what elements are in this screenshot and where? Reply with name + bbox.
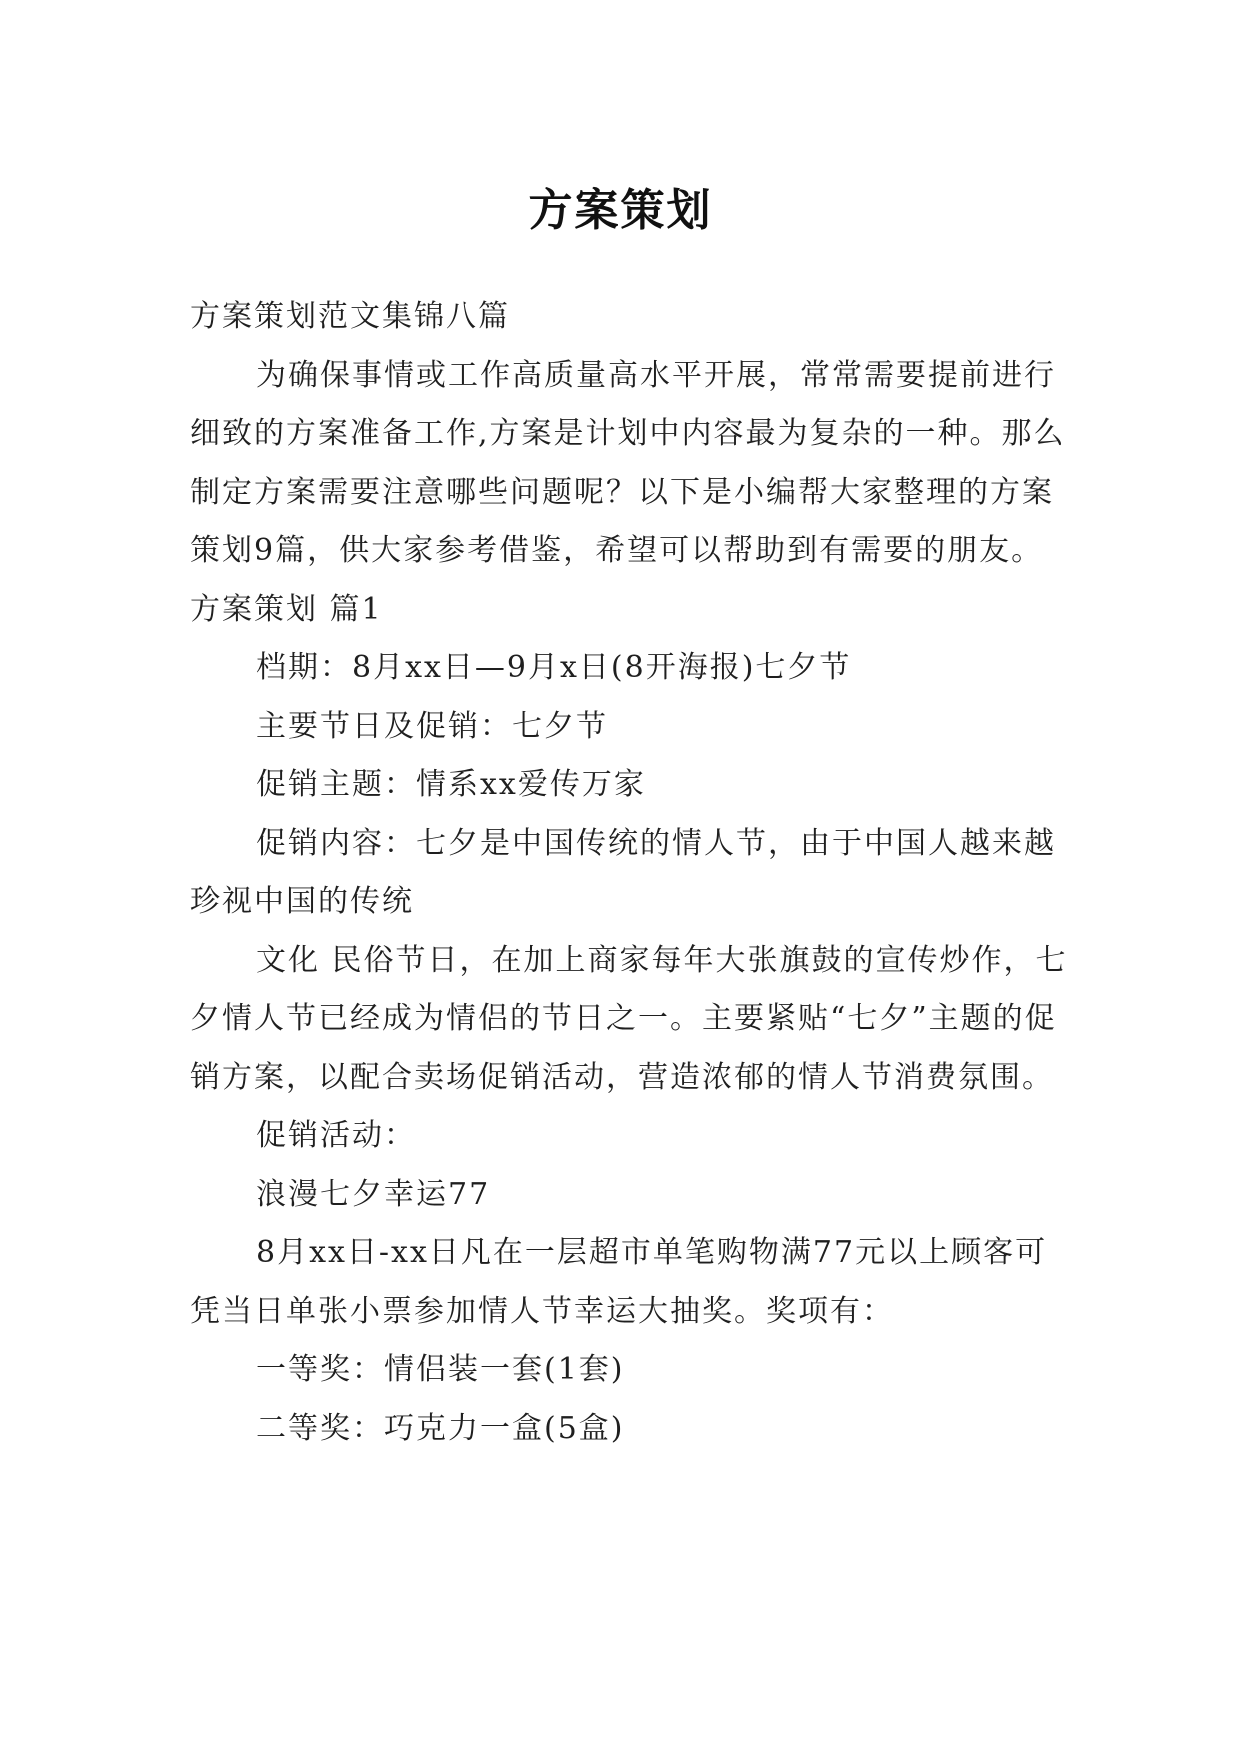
paragraph-first-prize: 一等奖：情侣装一套(1套)	[256, 1352, 625, 1387]
section-heading: 方案策划 篇1	[190, 591, 383, 627]
paragraph-activities-label: 促销活动：	[256, 1118, 416, 1153]
paragraph-subtitle: 方案策划范文集锦八篇	[190, 299, 510, 334]
paragraph-theme: 促销主题：情系xx爱传万家	[256, 767, 646, 802]
paragraph-schedule: 档期：8月xx日—9月x日(8开海报)七夕节	[256, 650, 852, 685]
paragraph-festival: 主要节日及促销：七夕节	[256, 708, 608, 744]
paragraph-activity-name: 浪漫七夕幸运77	[256, 1176, 491, 1212]
document-body	[190, 288, 1070, 1458]
document-title: 方案策划	[528, 185, 713, 237]
paragraph-activity-detail: 8月xx日-xx日凡在一层超市单笔购物满77元以上顾客可凭当日单张小票参加情人节幸运大抽奖。奖项有：	[190, 1235, 1048, 1329]
paragraph-culture: 文化 民俗节日，在加上商家每年大张旗鼓的宣传炒作，七夕情人节已经成为情侣的节日之一。主要紧贴“七夕”主题的促销方案，以配合卖场促销活动，营造浓郁的情人节消费氛围。	[190, 942, 1068, 1095]
paragraph-content: 促销内容：七夕是中国传统的情人节，由于中国人越来越珍视中国的传统	[190, 825, 1056, 919]
paragraph-intro: 为确保事情或工作高质量高水平开展，常常需要提前进行细致的方案准备工作,方案是计划中内容最为复杂的一种。那么制定方案需要注意哪些问题呢？以下是小编帮大家整理的方案策划9篇，供大家参考借鉴，希望可以帮助到有需要的朋友。	[190, 357, 1066, 568]
paragraph-second-prize: 二等奖：巧克力一盒(5盒)	[256, 1410, 625, 1446]
